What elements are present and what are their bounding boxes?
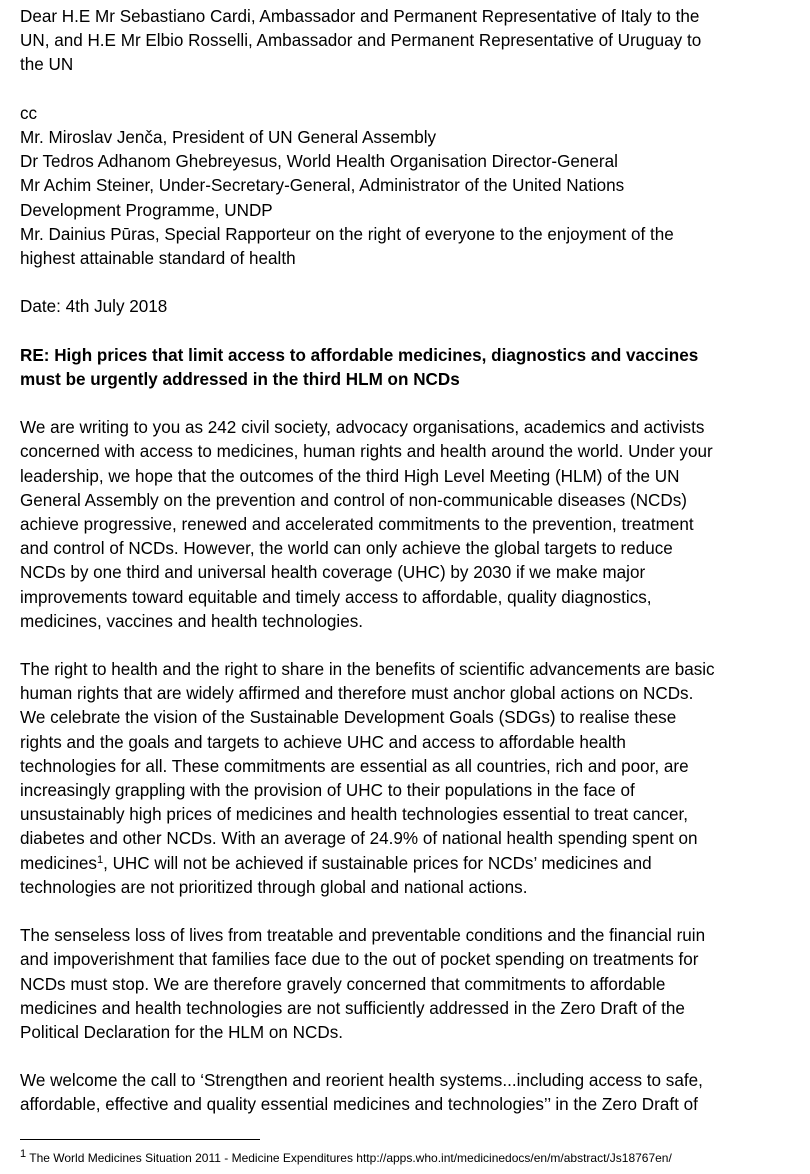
paragraph-line: leadership, we hope that the outcomes of the third High Level Meeting (HLM) of the UN xyxy=(20,466,680,486)
paragraph-line: concerned with access to medicines, human rights and health around the world. Under your xyxy=(20,442,713,462)
cc-block xyxy=(20,102,790,271)
paragraph-line: and control of NCDs. However, the world can only achieve the global targets to reduce xyxy=(20,539,673,559)
paragraph-line xyxy=(20,852,790,876)
salutation-line: the UN xyxy=(20,55,74,75)
paragraph-line: medicines, vaccines and health technologies. xyxy=(20,611,364,631)
paragraph-line: We welcome the call to ‘Strengthen and reorient health systems...including access to safe, xyxy=(20,1071,703,1091)
paragraph-line: Political Declaration for the HLM on NCDs. xyxy=(20,1022,344,1042)
paragraph-line: achieve progressive, renewed and accelerated commitments to the prevention, treatment xyxy=(20,514,694,534)
paragraph-line: The right to health and the right to share in the benefits of scientific advancements are basic xyxy=(20,660,715,680)
subject-line: must be urgently addressed in the third HLM on NCDs xyxy=(20,369,460,389)
paragraph-line: affordable, effective and quality essential medicines and technologies’’ in the Zero Draft of xyxy=(20,1095,698,1115)
salutation-line: Dear H.E Mr Sebastiano Cardi, Ambassador and Permanent Representative of Italy to the xyxy=(20,7,700,26)
paragraph-line: We are writing to you as 242 civil society, advocacy organisations, academics and activists xyxy=(20,418,705,438)
footnote-mark: 1 xyxy=(20,1148,27,1160)
cc-line: highest attainable standard of health xyxy=(20,248,296,268)
paragraph-line: human rights that are widely affirmed and therefore must anchor global actions on NCDs. xyxy=(20,684,694,704)
paragraph-line: General Assembly on the prevention and control of non-communicable diseases (NCDs) xyxy=(20,490,687,510)
paragraph-4 xyxy=(20,1069,790,1117)
footnote-reference[interactable]: 1 xyxy=(96,853,104,866)
cc-label: cc xyxy=(20,103,38,123)
paragraph-3 xyxy=(20,924,790,1045)
paragraph-2 xyxy=(20,658,790,900)
subject-heading xyxy=(20,344,790,392)
paragraph-line: NCDs must stop. We are therefore gravely concerned that commitments to affordable xyxy=(20,974,666,994)
subject-line: RE: High prices that limit access to affordable medicines, diagnostics and vaccines xyxy=(20,345,699,365)
cc-line: Mr. Miroslav Jenča, President of UN General Assembly xyxy=(20,127,437,147)
paragraph-line: We celebrate the vision of the Sustainable Development Goals (SDGs) to realise these xyxy=(20,708,677,728)
footnote xyxy=(20,1150,790,1166)
paragraph-line: improvements toward equitable and timely access to affordable, quality diagnostics, xyxy=(20,587,652,607)
footnote-anchor-text: medicines xyxy=(20,853,97,873)
paragraph-line: rights and the goals and targets to achieve UHC and access to affordable health xyxy=(20,732,626,752)
footnote-text: The World Medicines Situation 2011 - Medicine Expenditures http://apps.who.int/medicinedocs/en/m/abstract/Js18767en/ xyxy=(26,1151,672,1165)
salutation-line: UN, and H.E Mr Elbio Rosselli, Ambassador and Permanent Representative of Uruguay to xyxy=(20,31,702,51)
paragraph-line: technologies are not prioritized through global and national actions. xyxy=(20,877,528,897)
paragraph-line: and impoverishment that families face due to the out of pocket spending on treatments for xyxy=(20,950,699,970)
paragraph-line: technologies for all. These commitments are essential as all countries, rich and poor, are xyxy=(20,756,689,776)
paragraph-line: diabetes and other NCDs. With an average of 24.9% of national health spending spent on xyxy=(20,829,698,849)
footnote-divider xyxy=(20,1139,260,1140)
paragraph-line: NCDs by one third and universal health coverage (UHC) by 2030 if we make major xyxy=(20,563,646,583)
paragraph-line: unsustainably high prices of medicines and health technologies essential to treat cancer, xyxy=(20,805,689,825)
paragraph-1 xyxy=(20,416,790,634)
paragraph-line: increasingly grappling with the provision of UHC to their populations in the face of xyxy=(20,781,635,800)
letter-date: Date: 4th July 2018 xyxy=(20,297,168,317)
cc-line: Mr. Dainius Pūras, Special Rapporteur on the right of everyone to the enjoyment of the xyxy=(20,224,674,244)
letter-body xyxy=(20,5,790,1118)
salutation xyxy=(20,5,790,78)
cc-line: Mr Achim Steiner, Under-Secretary-General, Administrator of the United Nations xyxy=(20,176,625,196)
footnote-anchor-tail: , UHC will not be achieved if sustainable prices for NCDs’ medicines and xyxy=(103,853,652,873)
paragraph-line: medicines and health technologies are not sufficiently addressed in the Zero Draft of the xyxy=(20,998,685,1018)
cc-line: Dr Tedros Adhanom Ghebreyesus, World Health Organisation Director-General xyxy=(20,152,618,172)
cc-line: Development Programme, UNDP xyxy=(20,200,273,220)
paragraph-line: The senseless loss of lives from treatable and preventable conditions and the financial ruin xyxy=(20,926,706,946)
